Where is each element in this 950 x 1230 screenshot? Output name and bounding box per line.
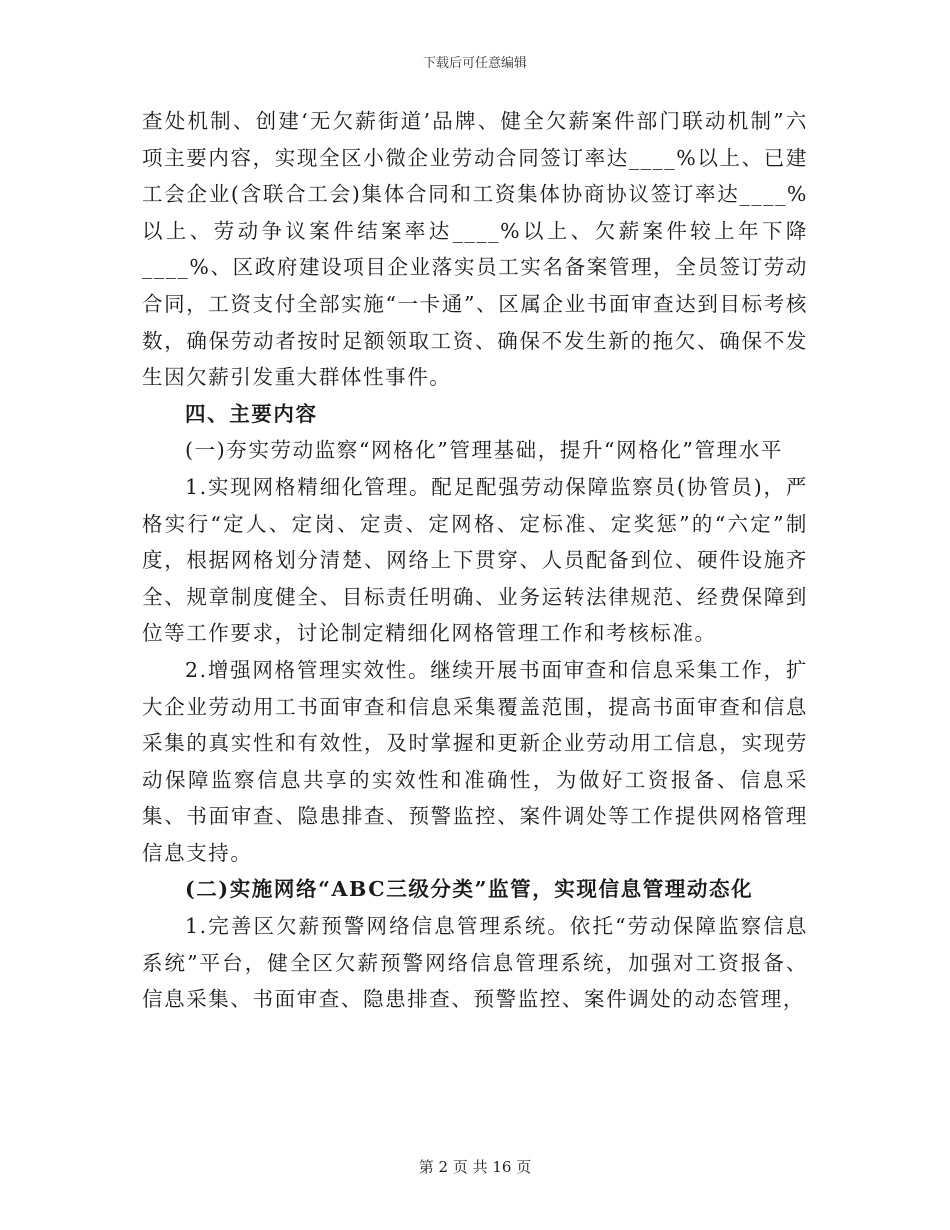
paragraph-grid-effectiveness: 2.增强网格管理实效性。继续开展书面审查和信息采集工作，扩大企业劳动用工书面审查和信息采集覆盖范围，提高书面审查和信息采集的真实性和有效性，及时掌握和更新企业劳动用工信息，实现劳动保障监察信息共享的实效性和准确性，为做好工资报备、信息采集、书面审查、隐患排查、预警监控、案件调处等工作提供网格管理信息支持。: [142, 657, 808, 865]
page-number: 第 2 页 共 16 页: [418, 1158, 532, 1176]
paragraph-warning-system: 1.完善区欠薪预警网络信息管理系统。依托“劳动保障监察信息系统”平台，健全区欠薪预警网络信息管理系统，加强对工资报备、信息采集、书面审查、隐患排查、预警监控、案件调处的动态管理，: [142, 914, 808, 1012]
subsection-heading-abc-classification: (二)实施网络“ABC三级分类”监管，实现信息管理动态化: [185, 877, 754, 902]
document-body: [142, 103, 808, 1018]
section-heading-main-content: 四、主要内容: [185, 401, 318, 426]
paragraph-grid-refinement: 1.实现网格精细化管理。配足配强劳动保障监察员(协管员)，严格实行“定人、定岗、定责、定网格、定标准、定奖惩”的“六定”制度，根据网格划分清楚、网络上下贯穿、人员配备到位、硬件设施齐全、规章制度健全、目标责任明确、业务运转法律规范、经费保障到位等工作要求，讨论制定精细化网格管理工作和考核标准。: [142, 474, 808, 646]
subsection-heading-grid-management: (一)夯实劳动监察“网格化”管理基础，提升“网格化”管理水平: [185, 438, 783, 463]
paragraph-goals: 查处机制、创建‘无欠薪街道’品牌、健全欠薪案件部门联动机制”六项主要内容，实现全区小微企业劳动合同签订率达____%以上、已建工会企业(含联合工会)集体合同和工资集体协商协议签订率达____%以上、劳动争议案件结案率达____%以上、欠薪案件较上年下降____%、区政府建设项目企业落实员工实名备案管理，全员签订劳动合同，工资支付全部实施“一卡通”、区属企业书面审查达到目标考核数，确保劳动者按时足额领取工资、确保不发生新的拖欠、确保不发生因欠薪引发重大群体性事件。: [142, 109, 808, 390]
page-header: 下载后可任意编辑: [422, 56, 527, 71]
